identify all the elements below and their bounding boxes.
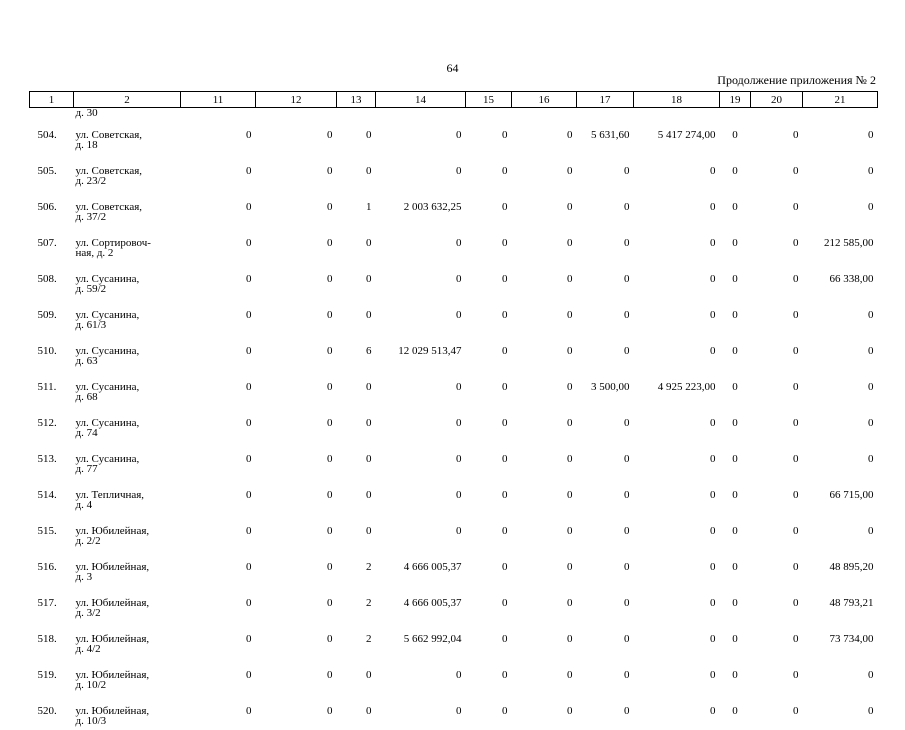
address-street: ул. Сусанина, — [75, 417, 140, 429]
cell-c15: 0 — [502, 237, 508, 249]
cell-c21: 0 — [868, 381, 874, 393]
cell-c17: 0 — [624, 273, 630, 285]
cell-c18: 0 — [710, 561, 716, 573]
cell-c18: 0 — [710, 705, 716, 717]
table-row — [30, 658, 878, 694]
column-header: 11 — [181, 92, 256, 108]
cell-c21: 0 — [868, 453, 874, 465]
address-building: д. 77 — [75, 463, 98, 475]
cell-c21: 66 715,00 — [829, 489, 874, 501]
cell-c15: 0 — [502, 309, 508, 321]
cell-c11: 0 — [246, 237, 252, 249]
address-building: д. 37/2 — [75, 211, 107, 223]
address-street: ул. Юбилейная, — [75, 669, 150, 681]
cell-c18: 0 — [710, 489, 716, 501]
table-row — [30, 694, 878, 730]
cell-c17: 0 — [624, 309, 630, 321]
cell-c11: 0 — [246, 129, 252, 141]
address-building: д. 61/3 — [75, 319, 107, 331]
cell-c13: 0 — [366, 273, 372, 285]
cell-c16: 0 — [567, 453, 573, 465]
column-header: 21 — [803, 92, 878, 108]
cell-c19: 0 — [732, 201, 738, 213]
row-number: 505. — [37, 165, 57, 177]
table-row — [30, 334, 878, 370]
address-building: д. 4/2 — [75, 643, 101, 655]
cell-c14: 0 — [456, 453, 462, 465]
cell-c16: 0 — [567, 597, 573, 609]
cell-c19: 0 — [732, 597, 738, 609]
cell-c15: 0 — [502, 597, 508, 609]
cell-c16: 0 — [567, 237, 573, 249]
row-number: 513. — [37, 453, 57, 465]
cell-c15: 0 — [502, 561, 508, 573]
cell-c17: 0 — [624, 453, 630, 465]
cell-c20: 0 — [793, 237, 799, 249]
row-number: 520. — [37, 705, 57, 717]
cell-c13: 2 — [366, 597, 372, 609]
cell-c17: 0 — [624, 525, 630, 537]
cell-c11: 0 — [246, 165, 252, 177]
row-number: 516. — [37, 561, 57, 573]
cell-c18: 0 — [710, 597, 716, 609]
cell-c19: 0 — [732, 633, 738, 645]
cell-c13: 0 — [366, 381, 372, 393]
cell-c15: 0 — [502, 525, 508, 537]
cell-c16: 0 — [567, 129, 573, 141]
cell-c13: 0 — [366, 129, 372, 141]
cell-c14: 0 — [456, 669, 462, 681]
cell-c14: 2 003 632,25 — [403, 201, 462, 213]
address-cell — [74, 190, 181, 226]
column-header: 16 — [512, 92, 577, 108]
cell-c18: 0 — [710, 453, 716, 465]
cell-c12: 0 — [327, 669, 333, 681]
cell-c20: 0 — [793, 705, 799, 717]
cell-c16: 0 — [567, 417, 573, 429]
table-row — [30, 550, 878, 586]
cell-c20: 0 — [793, 165, 799, 177]
cell-c19: 0 — [732, 309, 738, 321]
cell-c11: 0 — [246, 309, 252, 321]
address-cell — [74, 514, 181, 550]
row-number: 507. — [37, 237, 57, 249]
cell-c17: 0 — [624, 633, 630, 645]
address-street: ул. Юбилейная, — [75, 561, 150, 573]
cell-c20: 0 — [793, 309, 799, 321]
cell-c12: 0 — [327, 417, 333, 429]
table-row — [30, 370, 878, 406]
address-street: ул. Сусанина, — [75, 453, 140, 465]
cell-c19: 0 — [732, 345, 738, 357]
column-header: 20 — [751, 92, 803, 108]
cell-c16: 0 — [567, 633, 573, 645]
cell-c19: 0 — [732, 453, 738, 465]
cell-c21: 48 793,21 — [829, 597, 874, 609]
address-street: ул. Юбилейная, — [75, 633, 150, 645]
cell-c15: 0 — [502, 345, 508, 357]
table-continuation-row — [30, 108, 878, 119]
cell-c20: 0 — [793, 417, 799, 429]
cell-c19: 0 — [732, 273, 738, 285]
address-street: ул. Сусанина, — [75, 273, 140, 285]
cell-c14: 0 — [456, 381, 462, 393]
cell-c15: 0 — [502, 381, 508, 393]
column-header: 15 — [466, 92, 512, 108]
row-number: 515. — [37, 525, 57, 537]
address-street: ул. Юбилейная, — [75, 705, 150, 717]
cell-c16: 0 — [567, 489, 573, 501]
cell-c14: 0 — [456, 489, 462, 501]
cell-c14: 0 — [456, 705, 462, 717]
cell-c11: 0 — [246, 201, 252, 213]
cell-c16: 0 — [567, 705, 573, 717]
address-building: д. 4 — [75, 499, 93, 511]
cell-c19: 0 — [732, 165, 738, 177]
cell-c20: 0 — [793, 633, 799, 645]
cell-c12: 0 — [327, 705, 333, 717]
cell-c17: 5 631,60 — [591, 129, 630, 141]
cell-c18: 0 — [710, 417, 716, 429]
address-building: д. 63 — [75, 355, 98, 367]
cell-c12: 0 — [327, 165, 333, 177]
row-number: 510. — [37, 345, 57, 357]
cell-c12: 0 — [327, 597, 333, 609]
cell-c11: 0 — [246, 381, 252, 393]
row-number: 506. — [37, 201, 57, 213]
address-cell — [74, 622, 181, 658]
address-cell — [74, 694, 181, 730]
address-cell — [74, 226, 181, 262]
address-cell — [74, 262, 181, 298]
address-cell — [74, 370, 181, 406]
cell-c14: 0 — [456, 309, 462, 321]
cell-c20: 0 — [793, 453, 799, 465]
cell-c21: 0 — [868, 669, 874, 681]
cell-c21: 0 — [868, 201, 874, 213]
row-number: 514. — [37, 489, 57, 501]
cell-c21: 66 338,00 — [829, 273, 874, 285]
cell-c21: 0 — [868, 129, 874, 141]
cell-c12: 0 — [327, 309, 333, 321]
column-header: 14 — [376, 92, 466, 108]
address-cell — [74, 118, 181, 154]
table-row — [30, 478, 878, 514]
cell-c21: 0 — [868, 345, 874, 357]
address-street: ул. Советская, — [75, 201, 143, 213]
cell-c19: 0 — [732, 381, 738, 393]
cell-c21: 0 — [868, 525, 874, 537]
cell-c21: 48 895,20 — [829, 561, 874, 573]
cell-c14: 0 — [456, 273, 462, 285]
cell-c18: 0 — [710, 525, 716, 537]
column-header: 18 — [634, 92, 720, 108]
address-building: д. 59/2 — [75, 283, 107, 295]
cell-c20: 0 — [793, 489, 799, 501]
address-building: д. 68 — [75, 391, 98, 403]
address-street: ул. Сусанина, — [75, 345, 140, 357]
cell-c15: 0 — [502, 453, 508, 465]
cell-c17: 0 — [624, 417, 630, 429]
cell-c13: 0 — [366, 309, 372, 321]
cell-c16: 0 — [567, 561, 573, 573]
address-street: ул. Юбилейная, — [75, 525, 150, 537]
cell-c15: 0 — [502, 705, 508, 717]
cell-c12: 0 — [327, 525, 333, 537]
cell-c13: 2 — [366, 561, 372, 573]
cell-c18: 0 — [710, 165, 716, 177]
cell-c18: 0 — [710, 633, 716, 645]
address-cell — [74, 478, 181, 514]
cell-c14: 0 — [456, 165, 462, 177]
cell-c17: 0 — [624, 597, 630, 609]
table-row — [30, 154, 878, 190]
cell-c14: 4 666 005,37 — [403, 561, 462, 573]
table-row — [30, 226, 878, 262]
cell-c19: 0 — [732, 237, 738, 249]
cell-c13: 2 — [366, 633, 372, 645]
data-table — [29, 91, 878, 730]
continued-address: д. 30 — [75, 107, 98, 119]
cell-c14: 4 666 005,37 — [403, 597, 462, 609]
cell-c21: 0 — [868, 417, 874, 429]
cell-c11: 0 — [246, 345, 252, 357]
cell-c14: 5 662 992,04 — [403, 633, 462, 645]
address-street: ул. Советская, — [75, 129, 143, 141]
cell-c11: 0 — [246, 489, 252, 501]
address-street: ул. Тепличная, — [75, 489, 145, 501]
row-number: 509. — [37, 309, 57, 321]
cell-c12: 0 — [327, 345, 333, 357]
cell-c21: 212 585,00 — [824, 237, 874, 249]
address-cell — [74, 406, 181, 442]
cell-c20: 0 — [793, 273, 799, 285]
cell-c11: 0 — [246, 705, 252, 717]
column-header: 2 — [74, 92, 181, 108]
cell-c20: 0 — [793, 561, 799, 573]
cell-c19: 0 — [732, 525, 738, 537]
cell-c13: 0 — [366, 237, 372, 249]
cell-c20: 0 — [793, 597, 799, 609]
cell-c13: 0 — [366, 453, 372, 465]
cell-c16: 0 — [567, 273, 573, 285]
cell-c21: 0 — [868, 705, 874, 717]
address-building: д. 10/2 — [75, 679, 107, 691]
column-header: 13 — [337, 92, 376, 108]
cell-c12: 0 — [327, 381, 333, 393]
cell-c12: 0 — [327, 453, 333, 465]
cell-c17: 0 — [624, 561, 630, 573]
row-number: 517. — [37, 597, 57, 609]
table-row — [30, 406, 878, 442]
table-header-row — [30, 92, 878, 108]
cell-c17: 0 — [624, 669, 630, 681]
cell-c16: 0 — [567, 201, 573, 213]
cell-c15: 0 — [502, 129, 508, 141]
cell-c14: 0 — [456, 417, 462, 429]
cell-c15: 0 — [502, 633, 508, 645]
cell-c18: 0 — [710, 669, 716, 681]
cell-c20: 0 — [793, 381, 799, 393]
cell-c15: 0 — [502, 669, 508, 681]
address-cell — [74, 586, 181, 622]
address-street: ул. Сусанина, — [75, 309, 140, 321]
cell-c12: 0 — [327, 273, 333, 285]
cell-c18: 0 — [710, 309, 716, 321]
address-cell — [74, 334, 181, 370]
cell-c16: 0 — [567, 309, 573, 321]
address-cell — [74, 550, 181, 586]
cell-c12: 0 — [327, 237, 333, 249]
page-number: 64 — [446, 61, 459, 75]
cell-c16: 0 — [567, 669, 573, 681]
cell-c11: 0 — [246, 669, 252, 681]
cell-c18: 0 — [710, 273, 716, 285]
cell-c14: 0 — [456, 129, 462, 141]
cell-c12: 0 — [327, 633, 333, 645]
cell-c19: 0 — [732, 489, 738, 501]
cell-c17: 0 — [624, 201, 630, 213]
cell-c15: 0 — [502, 165, 508, 177]
row-number: 504. — [37, 129, 57, 141]
address-building: д. 3 — [75, 571, 93, 583]
cell-c20: 0 — [793, 129, 799, 141]
cell-c18: 5 417 274,00 — [657, 129, 716, 141]
cell-c13: 1 — [366, 201, 372, 213]
table-row — [30, 586, 878, 622]
cell-c16: 0 — [567, 381, 573, 393]
cell-c13: 0 — [366, 417, 372, 429]
cell-c21: 73 734,00 — [829, 633, 874, 645]
column-header: 17 — [577, 92, 634, 108]
table-row — [30, 514, 878, 550]
column-header: 1 — [30, 92, 74, 108]
cell-c17: 3 500,00 — [591, 381, 630, 393]
cell-c13: 0 — [366, 165, 372, 177]
cell-c17: 0 — [624, 489, 630, 501]
cell-c18: 0 — [710, 201, 716, 213]
address-building: д. 18 — [75, 139, 98, 151]
cell-c13: 0 — [366, 669, 372, 681]
address-building: ная, д. 2 — [75, 247, 114, 259]
cell-c18: 0 — [710, 345, 716, 357]
row-number: 519. — [37, 669, 57, 681]
table-row — [30, 622, 878, 658]
continuation-caption: Продолжение приложения № 2 — [717, 73, 876, 87]
address-building: д. 10/3 — [75, 715, 107, 727]
cell-c11: 0 — [246, 453, 252, 465]
cell-c15: 0 — [502, 489, 508, 501]
cell-c11: 0 — [246, 417, 252, 429]
cell-c16: 0 — [567, 345, 573, 357]
cell-c11: 0 — [246, 273, 252, 285]
cell-c19: 0 — [732, 129, 738, 141]
cell-c15: 0 — [502, 273, 508, 285]
cell-c13: 0 — [366, 525, 372, 537]
address-building: д. 3/2 — [75, 607, 101, 619]
row-number: 508. — [37, 273, 57, 285]
address-street: ул. Советская, — [75, 165, 143, 177]
cell-c16: 0 — [567, 165, 573, 177]
row-number: 511. — [37, 381, 57, 393]
cell-c17: 0 — [624, 345, 630, 357]
cell-c19: 0 — [732, 561, 738, 573]
table-row — [30, 262, 878, 298]
cell-c20: 0 — [793, 525, 799, 537]
cell-c11: 0 — [246, 561, 252, 573]
cell-c12: 0 — [327, 561, 333, 573]
cell-c11: 0 — [246, 597, 252, 609]
table-row — [30, 118, 878, 154]
address-street: ул. Юбилейная, — [75, 597, 150, 609]
cell-c17: 0 — [624, 705, 630, 717]
cell-c12: 0 — [327, 489, 333, 501]
cell-c12: 0 — [327, 129, 333, 141]
address-street: ул. Сусанина, — [75, 381, 140, 393]
cell-c15: 0 — [502, 201, 508, 213]
address-cell — [74, 298, 181, 334]
row-number: 512. — [37, 417, 57, 429]
cell-c13: 0 — [366, 489, 372, 501]
address-building: д. 2/2 — [75, 535, 101, 547]
cell-c20: 0 — [793, 201, 799, 213]
address-cell — [74, 658, 181, 694]
column-header: 12 — [256, 92, 337, 108]
cell-c14: 12 029 513,47 — [398, 345, 462, 357]
address-cell — [74, 442, 181, 478]
column-header: 19 — [720, 92, 751, 108]
table-row — [30, 190, 878, 226]
cell-c21: 0 — [868, 309, 874, 321]
table-row — [30, 442, 878, 478]
cell-c21: 0 — [868, 165, 874, 177]
cell-c12: 0 — [327, 201, 333, 213]
cell-c19: 0 — [732, 669, 738, 681]
cell-c13: 0 — [366, 705, 372, 717]
cell-c14: 0 — [456, 525, 462, 537]
cell-c11: 0 — [246, 633, 252, 645]
cell-c20: 0 — [793, 669, 799, 681]
cell-c11: 0 — [246, 525, 252, 537]
cell-c18: 0 — [710, 237, 716, 249]
address-street: ул. Сортировоч- — [75, 237, 151, 249]
cell-c16: 0 — [567, 525, 573, 537]
cell-c17: 0 — [624, 165, 630, 177]
address-building: д. 74 — [75, 427, 98, 439]
table-row — [30, 298, 878, 334]
row-number: 518. — [37, 633, 57, 645]
cell-c19: 0 — [732, 705, 738, 717]
cell-c20: 0 — [793, 345, 799, 357]
cell-c19: 0 — [732, 417, 738, 429]
cell-c15: 0 — [502, 417, 508, 429]
cell-c17: 0 — [624, 237, 630, 249]
cell-c18: 4 925 223,00 — [657, 381, 716, 393]
cell-c13: 6 — [366, 345, 372, 357]
cell-c14: 0 — [456, 237, 462, 249]
address-building: д. 23/2 — [75, 175, 107, 187]
address-cell — [74, 154, 181, 190]
